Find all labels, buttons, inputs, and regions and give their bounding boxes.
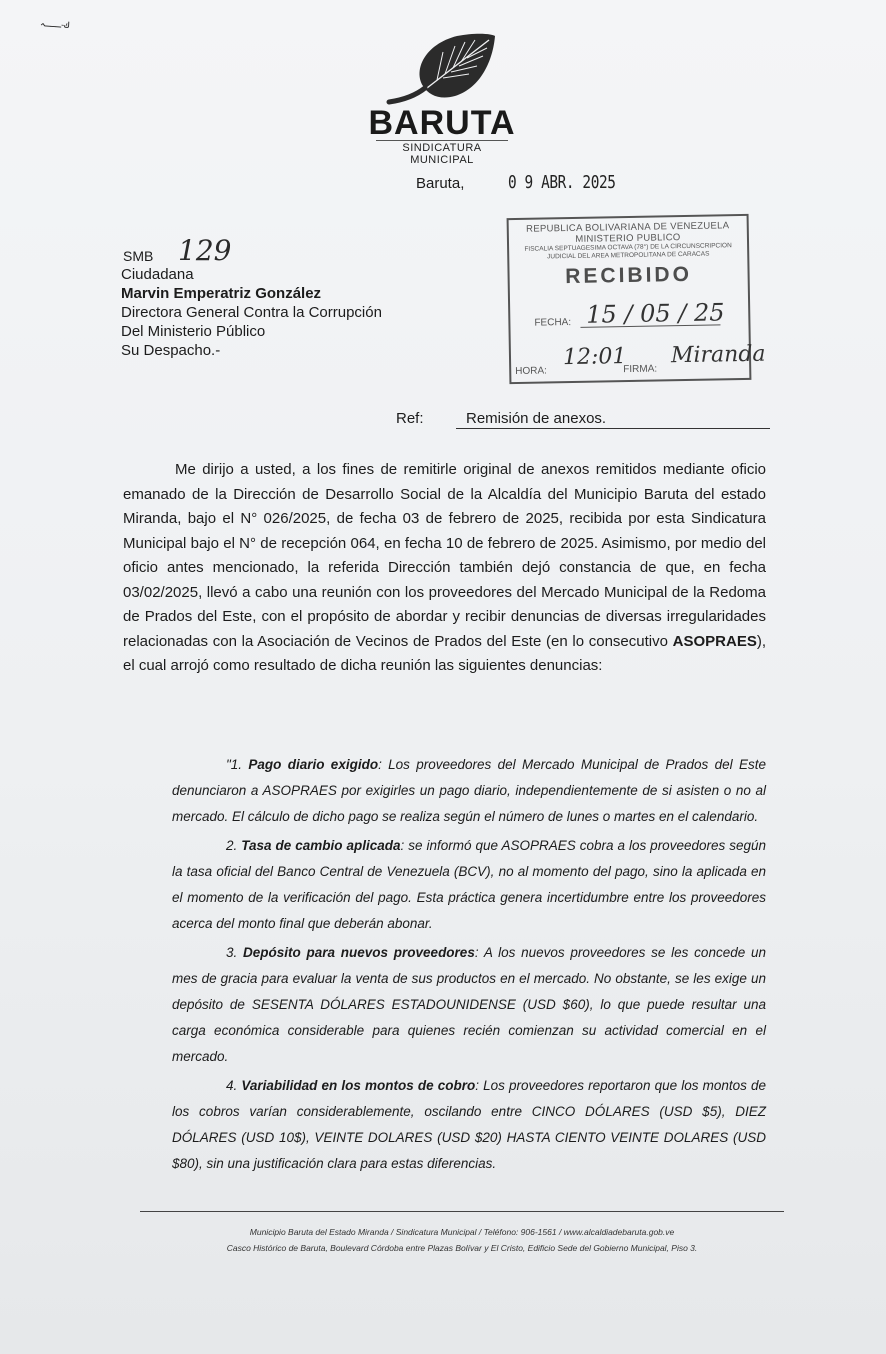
recipient-position: Directora General Contra la Corrupción	[121, 304, 382, 321]
recipient-institution: Del Ministerio Público	[121, 323, 266, 340]
baruta-leaf-logo-icon	[385, 30, 501, 115]
footer	[140, 1224, 784, 1256]
stamp-line-jurisdiction: JUDICIAL DEL AREA METROPOLITANA DE CARACAS	[547, 250, 710, 261]
letter-date-stamp: 0 9 ABR. 2025	[508, 172, 616, 193]
body-p1-bold: ASOPRAES	[672, 632, 757, 650]
stamp-firma-label: FIRMA:	[623, 363, 658, 376]
logo-text-block	[352, 106, 532, 166]
stamp-fecha-value: 15 / 05 / 25	[586, 298, 725, 329]
item-text: : Los proveedores del Mercado Municipal de Prados del Este denunciaron a ASOPRAES por exigirles un pago diario, independientemente de si asisten o no al mercado. El cálculo de dicho pago se realiza según el número de lunes o martes en el calendario.	[172, 757, 766, 824]
item-prefix: 4.	[226, 1078, 242, 1093]
stamp-line-republic: REPUBLICA BOLIVARIANA DE VENEZUELA	[526, 220, 730, 235]
body-p1-part2: ), el cual arrojó como resultado de dicha reunión las siguientes denuncias:	[123, 632, 766, 674]
list-item	[172, 752, 766, 830]
list-item	[172, 1073, 766, 1177]
smb-number-handwritten: 129	[178, 234, 232, 267]
recipient-address	[121, 265, 382, 360]
ref-subject: Remisión de anexos.	[456, 410, 770, 429]
org-subtitle: SINDICATURA MUNICIPAL	[376, 140, 508, 166]
item-title: Tasa de cambio aplicada	[241, 838, 401, 853]
stamp-fecha-label: FECHA:	[534, 317, 572, 329]
footer-address: Casco Histórico de Baruta, Boulevard Córdoba entre Plazas Bolívar y El Cristo, Edificio Sede del Gobierno Municipal, Piso 3.	[226, 1243, 698, 1253]
item-prefix: "1.	[226, 757, 249, 772]
item-prefix: 2.	[226, 838, 242, 853]
org-name: BARUTA	[368, 104, 516, 142]
item-title: Variabilidad en los montos de cobro	[241, 1078, 476, 1093]
recipient-title: Ciudadana	[121, 266, 194, 283]
stamp-received: RECIBIDO	[565, 262, 693, 289]
recipient-closing: Su Despacho.-	[121, 342, 221, 359]
stamp-hora-label: HORA:	[515, 365, 548, 377]
smb-label: SMB	[123, 248, 154, 264]
ref-label: Ref:	[396, 410, 424, 427]
list-item	[172, 940, 766, 1070]
stamp-hora-value: 12:01	[562, 344, 627, 371]
body-p1-part1: Me dirijo a usted, a los fines de remitirle original de anexos remitidos mediante oficio emanado de la Dirección de Desarrollo Social de la Alcaldía del Municipio Baruta del estado Miranda, bajo el N° 026/2025, de fecha 03 de febrero de 2025, recibida por esta Sindicatura Municipal bajo el N° de recepción 064, en fecha 10 de febrero de 2025. Asimismo, por medio del oficio antes mencionado, la referida Dirección también dejó constancia de que, en fecha 03/02/2025, llevó a cabo una reunión con los proveedores del Mercado Municipal de la Redoma de Prados del Este, con el propósito de abordar y recibir denuncias de diversas irregularidades relacionadas con la Asociación de Vecinos de Prados del Este (en lo consecutivo	[123, 461, 766, 650]
recipient-name: Marvin Emperatriz González	[121, 285, 322, 302]
stamp-line-fiscalia: FISCALIA SEPTUAGESIMA OCTAVA (78°) DE LA CIRCUNSCRIPCION	[524, 242, 732, 253]
item-title: Pago diario exigido	[248, 757, 379, 772]
item-text: : se informó que ASOPRAES cobra a los proveedores según la tasa oficial del Banco Central de Venezuela (BCV), no al momento del pago, sino la aplicada en el momento de la verificación del pago. Esta práctica genera incertidumbre entre los proveedores acerca del monto final que deberán abonar.	[172, 838, 766, 931]
footer-contact: Municipio Baruta del Estado Miranda / Sindicatura Municipal / Teléfono: 906-1561 / www.alcaldiadebaruta.gob.ve	[249, 1227, 675, 1237]
item-text: : Los proveedores reportaron que los montos de los cobros varían considerablemente, oscilando entre CINCO DÓLARES (USD $5), DIEZ DÓLARES (USD 10$), VEINTE DOLARES (USD $20) HASTA CIENTO VEINTE DOLARES (USD $80), sin una justificación clara para estas diferencias.	[172, 1078, 766, 1171]
stamp-signature: Miranda	[670, 341, 766, 369]
list-item	[172, 833, 766, 937]
body-paragraph	[123, 458, 766, 679]
stamp-line-ministry: MINISTERIO PUBLICO	[575, 232, 681, 245]
item-text: : A los nuevos proveedores se les concede un mes de gracia para evaluar la venta de sus productos en el mercado. No obstante, se les exige un depósito de SESENTA DÓLARES ESTADOUNIDENSE (USD $60), lo que puede resultar una carga económica considerable para quienes recién comienzan su actividad comercial en el mercado.	[172, 945, 766, 1064]
corner-handwritten-mark: ك-ـــہ	[39, 18, 70, 32]
letter-place: Baruta,	[416, 175, 465, 192]
footer-divider	[140, 1211, 784, 1212]
item-prefix: 3.	[226, 945, 244, 960]
item-title: Depósito para nuevos proveedores	[243, 945, 475, 960]
letter-body	[123, 458, 766, 679]
denuncias-list	[172, 752, 766, 1177]
received-stamp	[507, 214, 766, 384]
